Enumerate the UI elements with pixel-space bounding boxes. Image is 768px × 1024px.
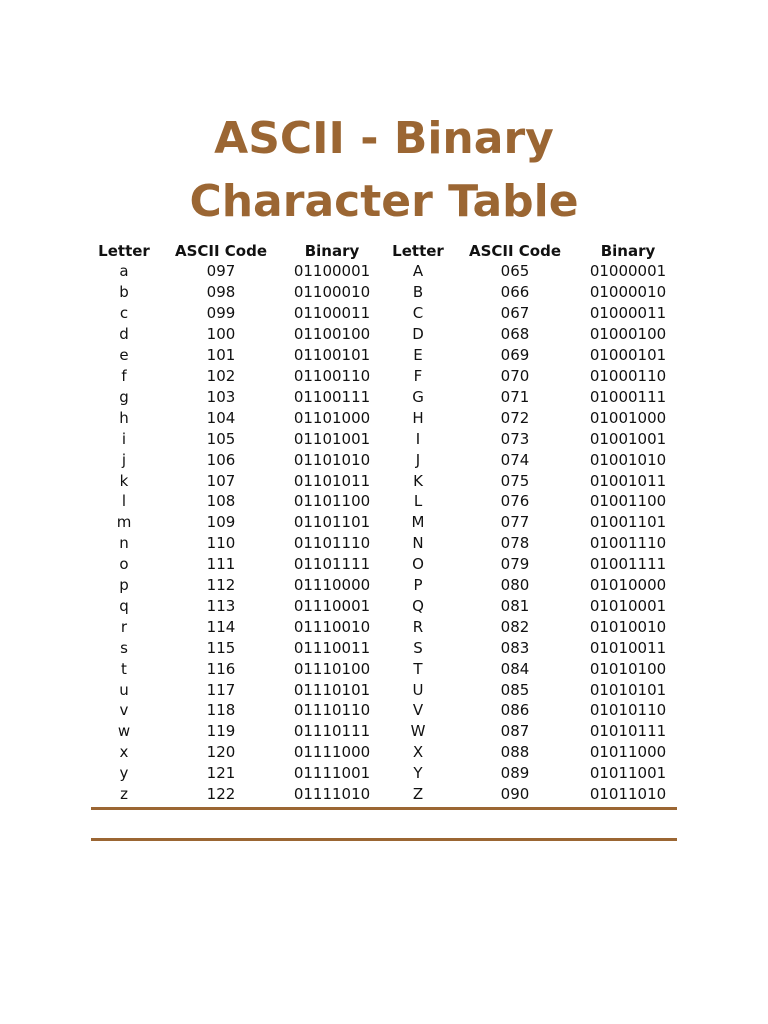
cell-binary-lowercase: 01101011 [293,471,371,490]
cell-letter-lowercase: m [116,513,132,532]
cell-ascii-code-uppercase: 075 [500,471,530,490]
cell-letter-uppercase: H [412,408,424,427]
header-ascii-code-lowercase: ASCII Code [174,241,268,260]
cell-binary-uppercase: 01010111 [589,722,667,741]
cell-letter-uppercase: X [412,743,424,762]
cell-binary-lowercase: 01110001 [293,596,371,615]
cell-binary-lowercase: 01101101 [293,513,371,532]
cell-binary-uppercase: 01001010 [589,450,667,469]
cell-ascii-code-lowercase: 104 [206,408,236,427]
cell-ascii-code-uppercase: 074 [500,450,530,469]
cell-binary-lowercase: 01110111 [293,722,371,741]
header-letter-uppercase: Letter [392,241,444,260]
ascii-binary-table [88,240,680,805]
table-row [88,345,680,366]
cell-binary-uppercase: 01010100 [589,659,667,678]
cell-ascii-code-uppercase: 066 [500,283,530,302]
cell-ascii-code-uppercase: 073 [500,429,530,448]
cell-letter-uppercase: B [412,283,424,302]
cell-letter-lowercase: k [119,471,129,490]
cell-binary-uppercase: 01000100 [589,325,667,344]
cell-ascii-code-uppercase: 069 [500,346,530,365]
table-row [88,449,680,470]
cell-binary-lowercase: 01100010 [293,283,371,302]
cell-letter-lowercase: y [119,764,129,783]
table-row [88,366,680,387]
cell-ascii-code-lowercase: 113 [206,596,236,615]
cell-binary-lowercase: 01100101 [293,346,371,365]
cell-binary-uppercase: 01000101 [589,346,667,365]
cell-letter-uppercase: R [412,617,424,636]
cell-letter-lowercase: f [121,366,127,385]
cell-letter-lowercase: e [119,346,129,365]
cell-letter-lowercase: t [121,659,127,678]
cell-binary-lowercase: 01100001 [293,262,371,281]
cell-binary-uppercase: 01000110 [589,366,667,385]
header-letter-lowercase: Letter [98,241,150,260]
cell-ascii-code-lowercase: 115 [206,638,236,657]
cell-letter-lowercase: n [119,534,129,553]
cell-letter-lowercase: w [117,722,131,741]
table-row [88,491,680,512]
cell-ascii-code-uppercase: 086 [500,701,530,720]
cell-letter-lowercase: s [120,638,128,657]
cell-letter-lowercase: a [119,262,129,281]
cell-ascii-code-uppercase: 071 [500,387,530,406]
cell-letter-uppercase: E [413,346,423,365]
cell-binary-lowercase: 01110000 [293,576,371,595]
cell-letter-uppercase: J [415,450,421,469]
cell-binary-lowercase: 01101001 [293,429,371,448]
cell-ascii-code-uppercase: 065 [500,262,530,281]
table-header [88,240,680,261]
cell-ascii-code-uppercase: 088 [500,743,530,762]
cell-ascii-code-lowercase: 098 [206,283,236,302]
cell-ascii-code-uppercase: 082 [500,617,530,636]
cell-binary-uppercase: 01010001 [589,596,667,615]
cell-binary-uppercase: 01010000 [589,576,667,595]
cell-ascii-code-lowercase: 111 [206,555,236,574]
table-row [88,282,680,303]
cell-letter-uppercase: Y [413,764,423,783]
cell-ascii-code-uppercase: 085 [500,680,530,699]
table-row [88,658,680,679]
cell-binary-uppercase: 01001111 [589,555,667,574]
cell-binary-uppercase: 01000001 [589,262,667,281]
cell-ascii-code-lowercase: 117 [206,680,236,699]
cell-letter-uppercase: G [412,387,424,406]
cell-letter-uppercase: K [413,471,423,490]
cell-letter-uppercase: U [412,680,424,699]
cell-ascii-code-uppercase: 067 [500,304,530,323]
table-row [88,575,680,596]
cell-letter-uppercase: O [412,555,424,574]
cell-binary-uppercase: 01010010 [589,617,667,636]
cell-binary-uppercase: 01010101 [589,680,667,699]
cell-ascii-code-uppercase: 080 [500,576,530,595]
table-row [88,512,680,533]
cell-binary-uppercase: 01001000 [589,408,667,427]
cell-letter-lowercase: d [119,325,129,344]
cell-ascii-code-lowercase: 121 [206,764,236,783]
cell-ascii-code-uppercase: 089 [500,764,530,783]
cell-letter-lowercase: j [121,450,127,469]
cell-ascii-code-lowercase: 105 [206,429,236,448]
cell-ascii-code-lowercase: 112 [206,576,236,595]
cell-binary-uppercase: 01011000 [589,743,667,762]
cell-ascii-code-uppercase: 078 [500,534,530,553]
cell-ascii-code-lowercase: 110 [206,534,236,553]
page-title-line-2: Character Table [189,176,579,227]
cell-letter-uppercase: C [412,304,424,323]
cell-letter-lowercase: r [120,617,128,636]
cell-binary-uppercase: 01000111 [589,387,667,406]
cell-ascii-code-uppercase: 068 [500,325,530,344]
cell-letter-lowercase: u [119,680,129,699]
cell-ascii-code-lowercase: 099 [206,304,236,323]
cell-ascii-code-uppercase: 084 [500,659,530,678]
cell-ascii-code-uppercase: 079 [500,555,530,574]
table-row [88,763,680,784]
cell-binary-uppercase: 01001100 [589,492,667,511]
table-row [88,386,680,407]
cell-ascii-code-lowercase: 100 [206,325,236,344]
cell-ascii-code-uppercase: 076 [500,492,530,511]
cell-ascii-code-uppercase: 083 [500,638,530,657]
cell-binary-lowercase: 01101111 [293,555,371,574]
cell-binary-uppercase: 01000011 [589,304,667,323]
cell-letter-uppercase: T [413,659,423,678]
cell-ascii-code-uppercase: 081 [500,596,530,615]
cell-binary-lowercase: 01111010 [293,785,371,804]
header-ascii-code-uppercase: ASCII Code [468,241,562,260]
table-row [88,616,680,637]
cell-letter-lowercase: i [121,429,127,448]
cell-letter-lowercase: b [119,283,129,302]
cell-binary-lowercase: 01110011 [293,638,371,657]
table-row [88,679,680,700]
cell-letter-lowercase: c [119,304,129,323]
cell-letter-uppercase: M [411,513,425,532]
cell-letter-lowercase: g [119,387,129,406]
cell-ascii-code-lowercase: 102 [206,366,236,385]
table-row [88,407,680,428]
cell-letter-lowercase: x [119,743,129,762]
cell-letter-uppercase: L [413,492,423,511]
cell-binary-lowercase: 01100111 [293,387,371,406]
divider-line-upper [91,807,677,810]
cell-binary-uppercase: 01011001 [589,764,667,783]
cell-letter-uppercase: W [410,722,426,741]
table-row [88,533,680,554]
cell-ascii-code-lowercase: 106 [206,450,236,469]
header-binary-lowercase: Binary [304,241,360,260]
cell-letter-lowercase: q [119,596,129,615]
page-title-line-1: ASCII - Binary [214,113,554,164]
cell-ascii-code-uppercase: 090 [500,785,530,804]
cell-letter-lowercase: h [119,408,129,427]
cell-ascii-code-lowercase: 114 [206,617,236,636]
cell-letter-uppercase: V [412,701,424,720]
cell-ascii-code-uppercase: 072 [500,408,530,427]
cell-letter-lowercase: z [120,785,128,804]
cell-ascii-code-lowercase: 118 [206,701,236,720]
cell-binary-uppercase: 01001101 [589,513,667,532]
table-row [88,470,680,491]
cell-binary-lowercase: 01100110 [293,366,371,385]
cell-binary-lowercase: 01110010 [293,617,371,636]
cell-ascii-code-uppercase: 087 [500,722,530,741]
cell-ascii-code-lowercase: 097 [206,262,236,281]
cell-binary-uppercase: 01010110 [589,701,667,720]
table-row [88,428,680,449]
cell-ascii-code-lowercase: 103 [206,387,236,406]
cell-binary-lowercase: 01110110 [293,701,371,720]
cell-binary-lowercase: 01110100 [293,659,371,678]
cell-binary-lowercase: 01101010 [293,450,371,469]
cell-ascii-code-lowercase: 116 [206,659,236,678]
cell-binary-uppercase: 01010011 [589,638,667,657]
cell-letter-uppercase: A [412,262,424,281]
cell-letter-lowercase: o [119,555,129,574]
cell-binary-lowercase: 01111001 [293,764,371,783]
cell-binary-uppercase: 01000010 [589,283,667,302]
cell-binary-uppercase: 01001011 [589,471,667,490]
cell-letter-lowercase: l [121,492,127,511]
cell-ascii-code-uppercase: 077 [500,513,530,532]
cell-letter-lowercase: p [119,576,129,595]
table-row [88,637,680,658]
table-row [88,721,680,742]
cell-binary-lowercase: 01101100 [293,492,371,511]
cell-letter-uppercase: Q [412,596,424,615]
table-row [88,324,680,345]
cell-binary-lowercase: 01101000 [293,408,371,427]
cell-letter-uppercase: D [412,325,424,344]
cell-ascii-code-lowercase: 108 [206,492,236,511]
table-row [88,596,680,617]
cell-letter-uppercase: Z [412,785,424,804]
table-header-row [88,240,680,261]
table-row [88,784,680,805]
table-row [88,303,680,324]
cell-ascii-code-uppercase: 070 [500,366,530,385]
header-binary-uppercase: Binary [600,241,656,260]
table-row [88,554,680,575]
table-body [88,261,680,805]
cell-binary-uppercase: 01001001 [589,429,667,448]
cell-ascii-code-lowercase: 120 [206,743,236,762]
cell-letter-lowercase: v [119,701,129,720]
table-row [88,700,680,721]
cell-binary-lowercase: 01111000 [293,743,371,762]
cell-letter-uppercase: P [413,576,423,595]
cell-binary-lowercase: 01100011 [293,304,371,323]
cell-binary-lowercase: 01101110 [293,534,371,553]
cell-letter-uppercase: F [413,366,423,385]
table-row [88,261,680,282]
cell-binary-lowercase: 01100100 [293,325,371,344]
divider-line-lower [91,838,677,841]
cell-ascii-code-lowercase: 107 [206,471,236,490]
cell-ascii-code-lowercase: 101 [206,346,236,365]
cell-letter-uppercase: I [415,429,421,448]
cell-ascii-code-lowercase: 122 [206,785,236,804]
cell-binary-uppercase: 01001110 [589,534,667,553]
cell-letter-uppercase: N [412,534,424,553]
cell-ascii-code-lowercase: 109 [206,513,236,532]
table-row [88,742,680,763]
cell-binary-uppercase: 01011010 [589,785,667,804]
cell-ascii-code-lowercase: 119 [206,722,236,741]
cell-binary-lowercase: 01110101 [293,680,371,699]
cell-letter-uppercase: S [413,638,423,657]
